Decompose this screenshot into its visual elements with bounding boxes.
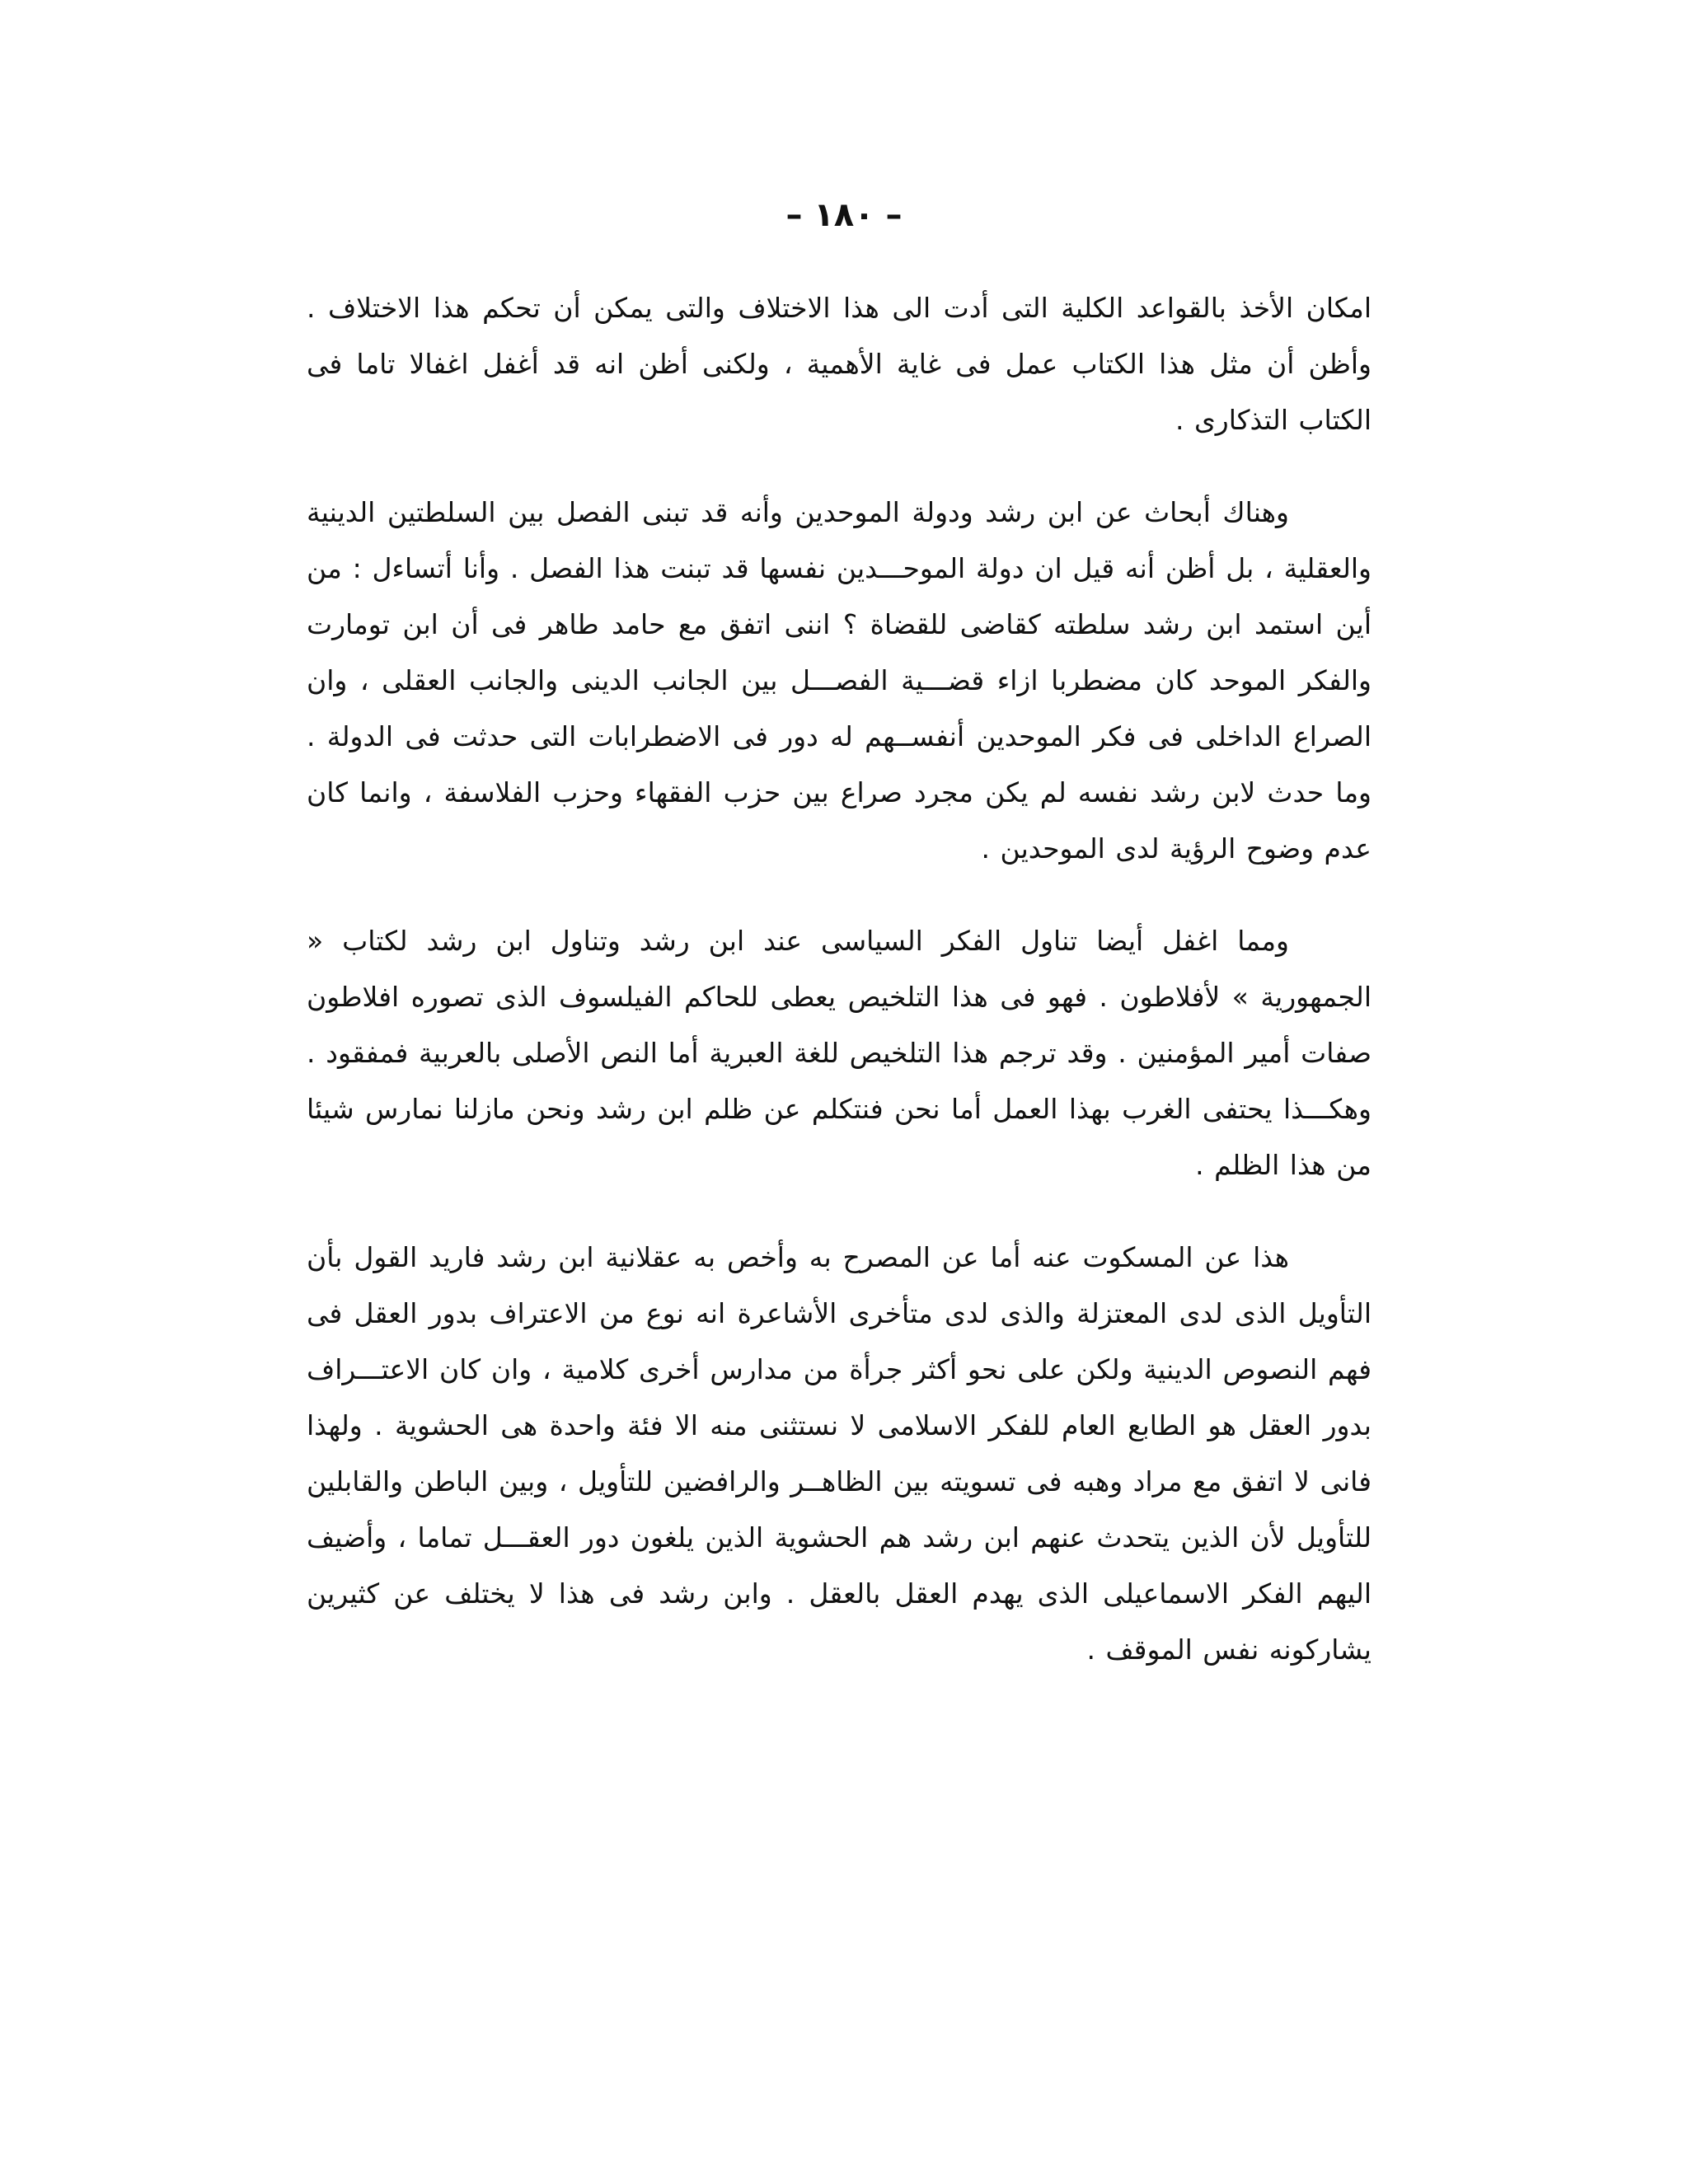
- page-number: – ١٨٠ –: [785, 196, 903, 234]
- paragraph-1: امكان الأخذ بالقواعد الكلية التى أدت الى هذا الاختلاف والتى يمكن أن تحكم هذا الاختلاف . وأظن أن مثل هذا الكتاب عمل فى غاية الأهمية ، ولكنى أظن انه قد أغفل اغفالا تاما فى الكتاب التذكارى .: [307, 292, 1372, 436]
- body-text: [307, 280, 1372, 1678]
- paragraph-2: وهناك أبحاث عن ابن رشد ودولة الموحدين وأنه قد تبنى الفصل بين السلطتين الدينية والعقلية ، بل أظن أنه قيل ان دولة الموحـــدين نفسها قد تبنت هذا الفصل . وأنا أتساءل : من أين استمد ابن رشد سلطته كقاضى للقضاة ؟ اننى اتفق مع حامد طاهر فى أن ابن تومارت والفكر الموحد كان مضطربا ازاء قضـــية الفصـــل بين الجانب الدينى والجانب العقلى ، وان الصراع الداخلى فى فكر الموحدين أنفســهم له دور فى الاضطرابات التى حدثت فى الدولة . وما حدث لابن رشد نفسه لم يكن مجرد صراع بين حزب الفقهاء وحزب الفلاسفة ، وانما كان عدم وضوح الرؤية لدى الموحدين .: [307, 496, 1372, 865]
- paragraph-3: ومما اغفل أيضا تناول الفكر السياسى عند ابن رشد وتناول ابن رشد لكتاب « الجمهورية » لأفلاطون . فهو فى هذا التلخيص يعطى للحاكم الفيلسوف الذى تصوره افلاطون صفات أمير المؤمنين . وقد ترجم هذا التلخيص للغة العبرية أما النص الأصلى بالعربية فمفقود . وهكـــذا يحتفى الغرب بهذا العمل أما نحن فنتكلم عن ظلم ابن رشد ونحن مازلنا نمارس شيئا من هذا الظلم .: [307, 925, 1372, 1181]
- paragraph-4: هذا عن المسكوت عنه أما عن المصرح به وأخص به عقلانية ابن رشد فاريد القول بأن التأويل الذى لدى المعتزلة والذى لدى متأخرى الأشاعرة انه نوع من الاعتراف بدور العقل فى فهم النصوص الدينية ولكن على نحو أكثر جرأة من مدارس أخرى كلامية ، وان كان الاعتـــراف بدور العقل هو الطابع العام للفكر الاسلامى لا نستثنى منه الا فئة واحدة هى الحشوية . ولهذا فانى لا اتفق مع مراد وهبه فى تسويته بين الظاهــر والرافضين للتأويل ، وبين الباطن والقابلين للتأويل لأن الذين يتحدث عنهم ابن رشد هم الحشوية الذين يلغون دور العقـــل تماما ، وأضيف اليهم الفكر الاسماعيلى الذى يهدم العقل بالعقل . وابن رشد فى هذا لا يختلف عن كثيرين يشاركونه نفس الموقف .: [307, 1241, 1372, 1666]
